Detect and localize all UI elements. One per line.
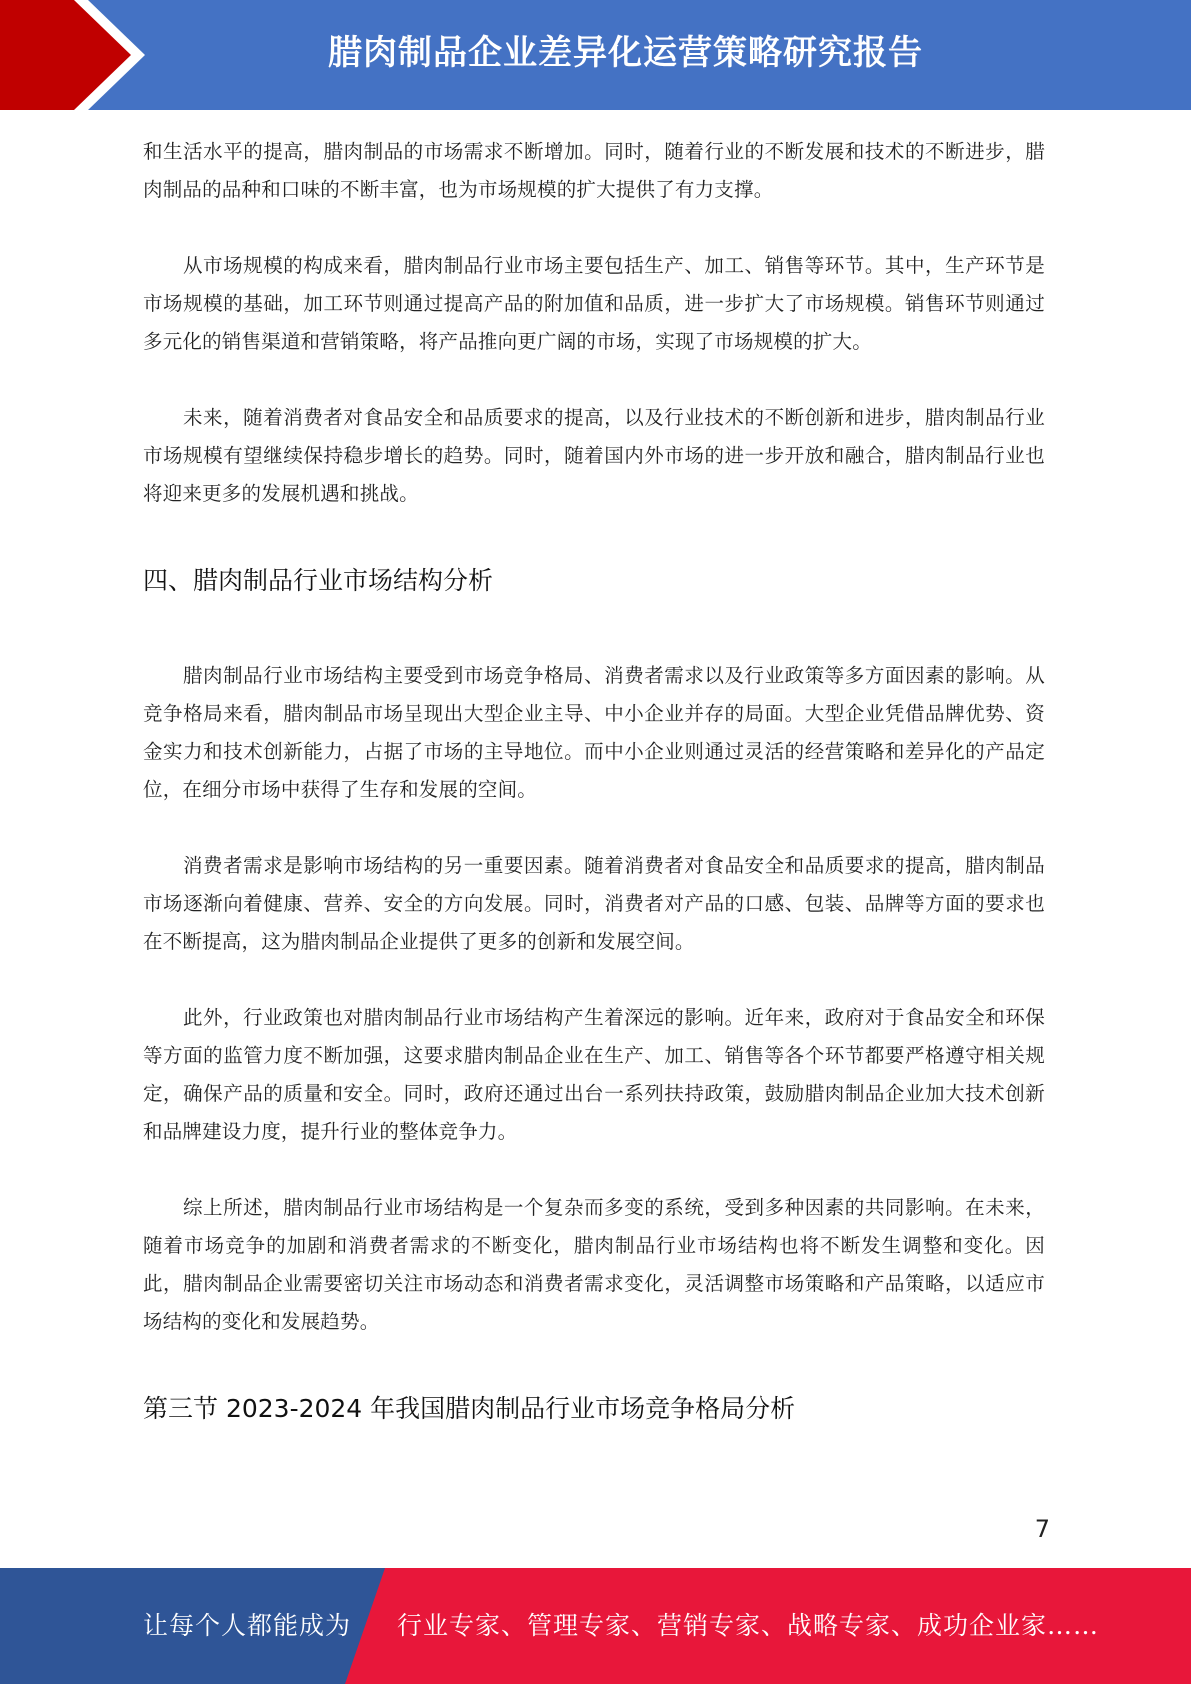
section-heading: 四、腊肉制品行业市场结构分析	[143, 566, 494, 595]
page-number: 7	[1034, 1515, 1050, 1543]
paragraph-industry-policy: 此外，行业政策也对腊肉制品行业市场结构产生着深远的影响。近年来，政府对于食品安全和环保等方面的监管力度不断加强，这要求腊肉制品企业在生产、加工、销售等各个环节都要严格遵守相关规定，确保产品的质量和安全。同时，政府还通过出台一系列扶持政策，鼓励腊肉制品企业加大技术创新和品牌建设力度，提升行业的整体竞争力。	[143, 1006, 1045, 1143]
page-footer	[0, 1568, 1191, 1684]
paragraph-market-composition: 从市场规模的构成来看，腊肉制品行业市场主要包括生产、加工、销售等环节。其中，生产环节是市场规模的基础，加工环节则通过提高产品的附加值和品质，进一步扩大了市场规模。销售环节则通过多元化的销售渠道和营销策略，将产品推向更广阔的市场，实现了市场规模的扩大。	[143, 254, 1045, 353]
footer-slogan-right: 行业专家、管理专家、营销专家、战略专家、成功企业家……	[397, 1611, 1100, 1640]
paragraph-summary: 综上所述，腊肉制品行业市场结构是一个复杂而多变的系统，受到多种因素的共同影响。在未来，随着市场竞争的加剧和消费者需求的不断变化，腊肉制品行业市场结构也将不断发生调整和变化。因此，腊肉制品企业需要密切关注市场动态和消费者需求变化，灵活调整市场策略和产品策略，以适应市场结构的变化和发展趋势。	[143, 1196, 1045, 1333]
paragraph-consumer-demand: 消费者需求是影响市场结构的另一重要因素。随着消费者对食品安全和品质要求的提高，腊肉制品市场逐渐向着健康、营养、安全的方向发展。同时，消费者对产品的口感、包装、品牌等方面的要求也在不断提高，这为腊肉制品企业提供了更多的创新和发展空间。	[143, 854, 1045, 953]
paragraph-market-outlook: 未来，随着消费者对食品安全和品质要求的提高，以及行业技术的不断创新和进步，腊肉制品行业市场规模有望继续保持稳步增长的趋势。同时，随着国内外市场的进一步开放和融合，腊肉制品行业也将迎来更多的发展机遇和挑战。	[143, 406, 1045, 505]
header-arrow-decoration	[0, 0, 200, 110]
footer-slogan-left: 让每个人都能成为	[143, 1611, 352, 1640]
page-body	[143, 133, 1045, 1425]
chapter-heading: 第三节 2023-2024 年我国腊肉制品行业市场竞争格局分析	[143, 1394, 796, 1423]
page-header	[0, 0, 1191, 110]
paragraph-market-demand: 和生活水平的提高，腊肉制品的市场需求不断增加。同时，随着行业的不断发展和技术的不断进步，腊肉制品的品种和口味的不断丰富，也为市场规模的扩大提供了有力支撑。	[143, 140, 1045, 201]
report-title: 腊肉制品企业差异化运营策略研究报告	[328, 33, 923, 73]
paragraph-market-structure: 腊肉制品行业市场结构主要受到市场竞争格局、消费者需求以及行业政策等多方面因素的影响。从竞争格局来看，腊肉制品市场呈现出大型企业主导、中小企业并存的局面。大型企业凭借品牌优势、资金实力和技术创新能力，占据了市场的主导地位。而中小企业则通过灵活的经营策略和差异化的产品定位，在细分市场中获得了生存和发展的空间。	[143, 664, 1045, 801]
